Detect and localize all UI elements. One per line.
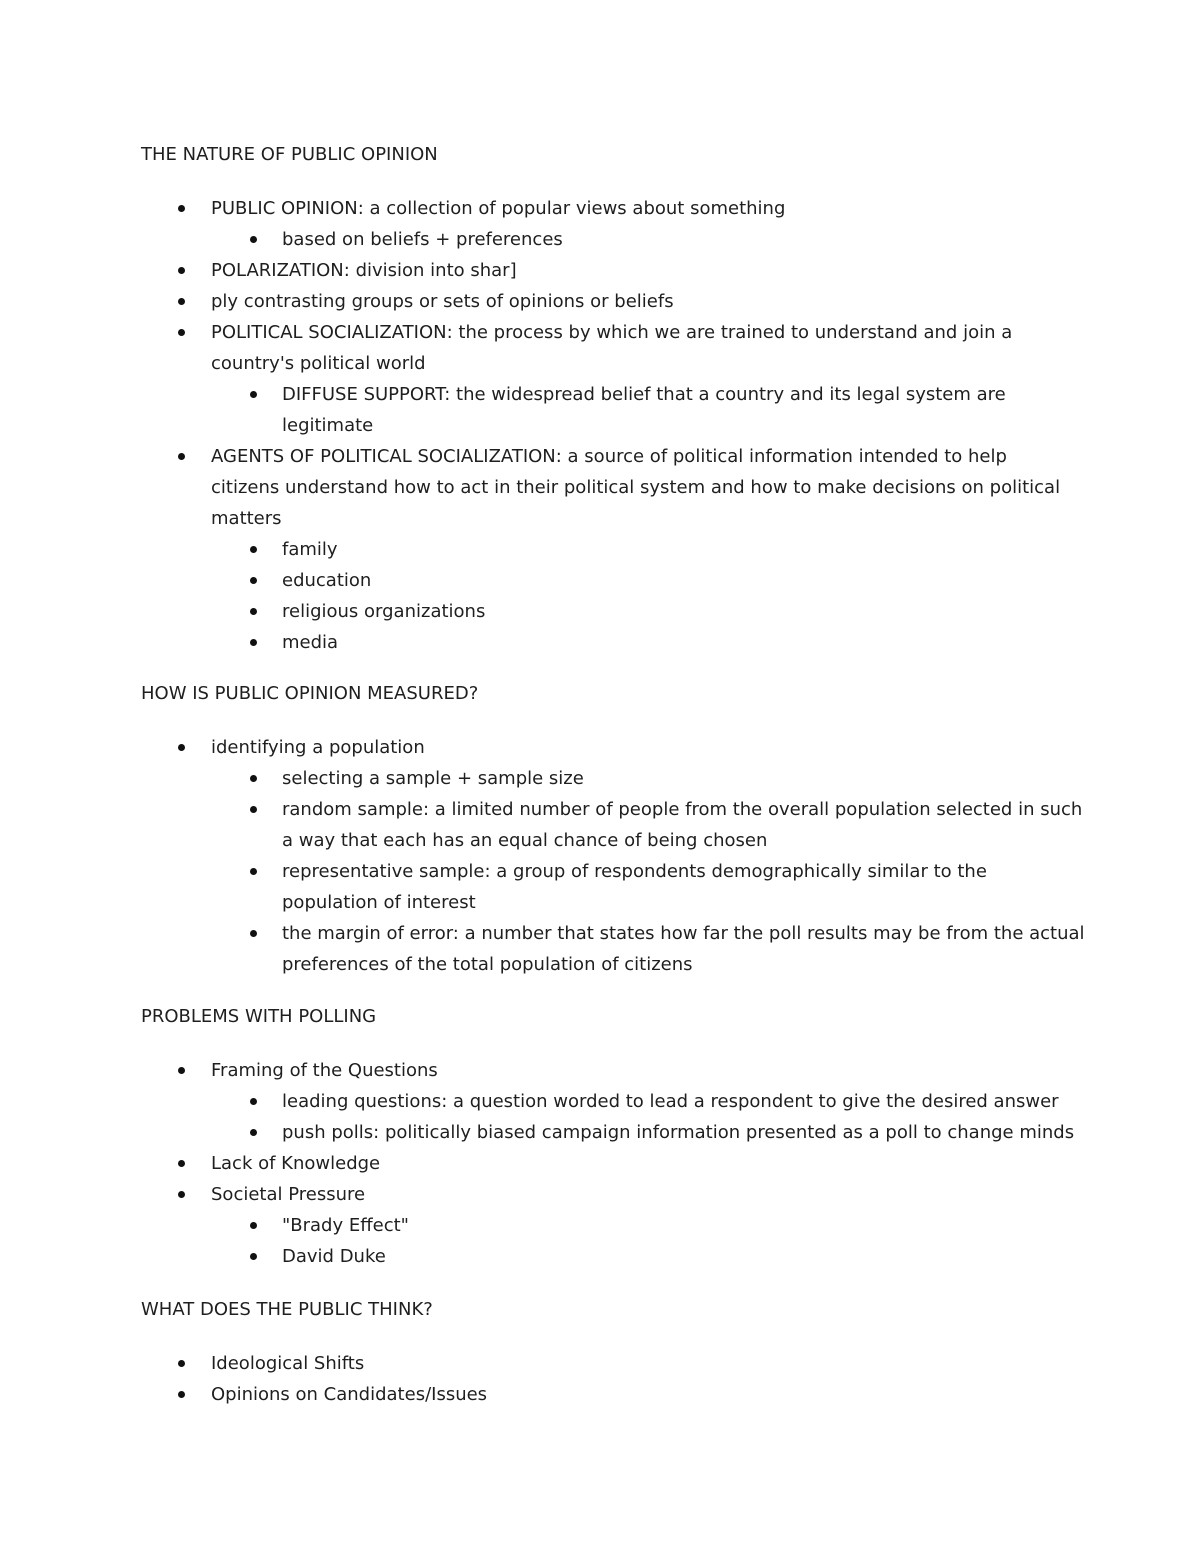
sub-list-item-text: legitimate — [282, 415, 374, 436]
sub-list-item — [0, 534, 1200, 565]
list-item-text: AGENTS OF POLITICAL SOCIALIZATION: a source of political information intended to help — [211, 446, 1007, 467]
sub-list-item-text: leading questions: a question worded to lead a respondent to give the desired answer — [282, 1091, 1059, 1112]
list-item — [0, 441, 1200, 472]
sub-list-item — [0, 1117, 1200, 1148]
sub-list-item — [0, 887, 1200, 918]
bullet-icon — [178, 205, 185, 212]
list-item — [0, 1348, 1200, 1379]
bullet-icon — [250, 391, 257, 398]
list-item-text: ply contrasting groups or sets of opinions or beliefs — [211, 291, 674, 312]
section-heading — [0, 678, 1200, 709]
sub-list-item-text: religious organizations — [282, 601, 486, 622]
sub-list-item-text: a way that each has an equal chance of being chosen — [282, 830, 768, 851]
section-heading — [0, 139, 1200, 170]
bullet-icon — [250, 775, 257, 782]
sub-list-item — [0, 949, 1200, 980]
section-heading — [0, 1294, 1200, 1325]
list-item — [0, 1055, 1200, 1086]
sub-list-item — [0, 596, 1200, 627]
sub-list-item-text: population of interest — [282, 892, 476, 913]
list-item — [0, 1148, 1200, 1179]
list-item — [0, 193, 1200, 224]
bullet-icon — [178, 1160, 185, 1167]
sub-list-item — [0, 224, 1200, 255]
list-item — [0, 255, 1200, 286]
bullet-icon — [250, 608, 257, 615]
list-item — [0, 1179, 1200, 1210]
section-heading-text: WHAT DOES THE PUBLIC THINK? — [141, 1299, 433, 1320]
bullet-icon — [250, 930, 257, 937]
list-item-text: PUBLIC OPINION: a collection of popular views about something — [211, 198, 786, 219]
sub-list-item-text: representative sample: a group of respondents demographically similar to the — [282, 861, 987, 882]
list-item — [0, 348, 1200, 379]
bullet-icon — [178, 1360, 185, 1367]
sub-list-item-text: preferences of the total population of citizens — [282, 954, 693, 975]
sub-list-item-text: family — [282, 539, 338, 560]
sub-list-item — [0, 627, 1200, 658]
list-item — [0, 732, 1200, 763]
sub-list-item-text: David Duke — [282, 1246, 386, 1267]
sub-list-item-text: selecting a sample + sample size — [282, 768, 584, 789]
bullet-icon — [178, 329, 185, 336]
bullet-icon — [250, 639, 257, 646]
bullet-icon — [250, 1129, 257, 1136]
bullet-icon — [250, 546, 257, 553]
section-heading-text: PROBLEMS WITH POLLING — [141, 1006, 377, 1027]
list-item — [0, 1379, 1200, 1410]
sub-list-item — [0, 565, 1200, 596]
sub-list-item-text: "Brady Effect" — [282, 1215, 409, 1236]
list-item-text: Societal Pressure — [211, 1184, 366, 1205]
sub-list-item — [0, 856, 1200, 887]
sub-list-item-text: education — [282, 570, 372, 591]
bullet-icon — [250, 806, 257, 813]
sub-list-item — [0, 1210, 1200, 1241]
list-item-text: POLARIZATION: division into shar] — [211, 260, 517, 281]
list-item-text: Opinions on Candidates/Issues — [211, 1384, 488, 1405]
sub-list-item — [0, 918, 1200, 949]
bullet-icon — [178, 267, 185, 274]
bullet-icon — [250, 236, 257, 243]
list-item-text: Framing of the Questions — [211, 1060, 438, 1081]
sub-list-item — [0, 1086, 1200, 1117]
list-item — [0, 286, 1200, 317]
list-item-text: POLITICAL SOCIALIZATION: the process by which we are trained to understand and join a — [211, 322, 1013, 343]
list-item-text: citizens understand how to act in their political system and how to make decisions on political — [211, 477, 1061, 498]
list-item-text: country's political world — [211, 353, 426, 374]
bullet-icon — [178, 1391, 185, 1398]
bullet-icon — [178, 453, 185, 460]
list-item-text: matters — [211, 508, 282, 529]
bullet-icon — [250, 1253, 257, 1260]
bullet-icon — [178, 298, 185, 305]
bullet-icon — [178, 1067, 185, 1074]
sub-list-item-text: DIFFUSE SUPPORT: the widespread belief that a country and its legal system are — [282, 384, 1006, 405]
list-item-text: Ideological Shifts — [211, 1353, 365, 1374]
list-item-text: Lack of Knowledge — [211, 1153, 381, 1174]
bullet-icon — [250, 868, 257, 875]
bullet-icon — [178, 744, 185, 751]
list-item — [0, 503, 1200, 534]
sub-list-item-text: push polls: politically biased campaign information presented as a poll to change minds — [282, 1122, 1075, 1143]
list-item-text: identifying a population — [211, 737, 425, 758]
bullet-icon — [250, 577, 257, 584]
sub-list-item — [0, 1241, 1200, 1272]
sub-list-item — [0, 763, 1200, 794]
sub-list-item — [0, 379, 1200, 410]
sub-list-item-text: based on beliefs + preferences — [282, 229, 563, 250]
list-item — [0, 317, 1200, 348]
sub-list-item — [0, 794, 1200, 825]
list-item — [0, 472, 1200, 503]
section-heading — [0, 1001, 1200, 1032]
bullet-icon — [250, 1098, 257, 1105]
bullet-icon — [178, 1191, 185, 1198]
section-heading-text: THE NATURE OF PUBLIC OPINION — [141, 144, 438, 165]
sub-list-item — [0, 825, 1200, 856]
sub-list-item — [0, 410, 1200, 441]
bullet-icon — [250, 1222, 257, 1229]
sub-list-item-text: media — [282, 632, 339, 653]
sub-list-item-text: the margin of error: a number that states how far the poll results may be from the actual — [282, 923, 1085, 944]
section-heading-text: HOW IS PUBLIC OPINION MEASURED? — [141, 683, 479, 704]
sub-list-item-text: random sample: a limited number of people from the overall population selected in such — [282, 799, 1083, 820]
